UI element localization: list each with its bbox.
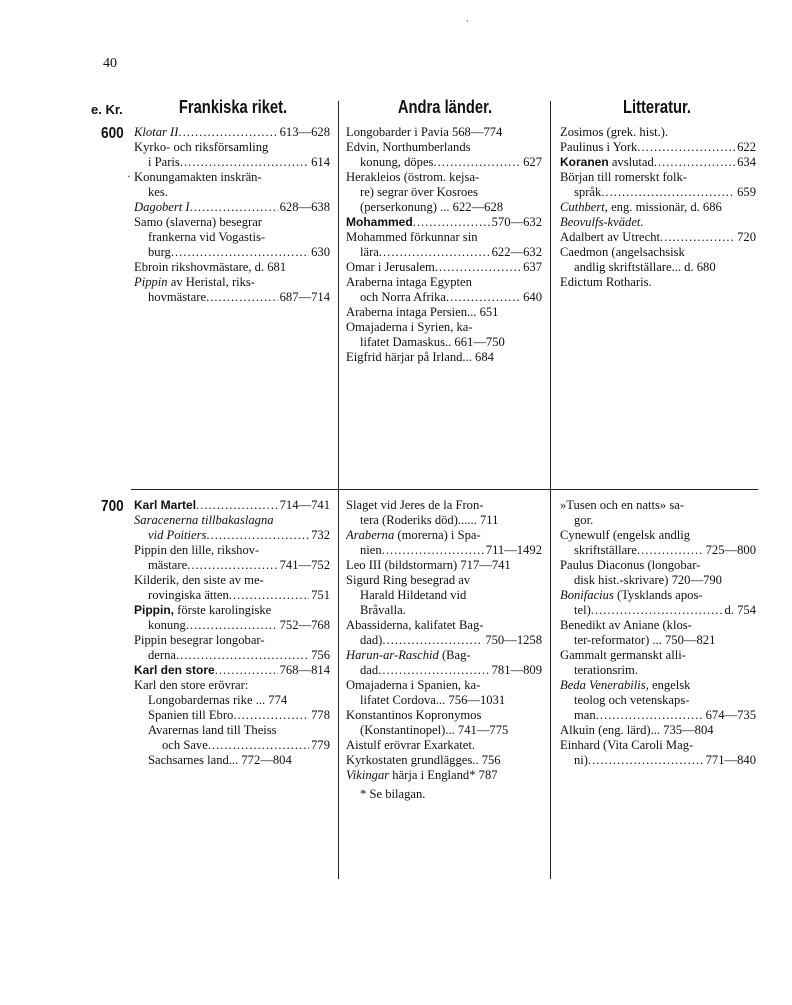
leader-dots	[190, 200, 278, 215]
entry-date: 637	[523, 260, 542, 274]
section-700-litteratur	[560, 498, 756, 768]
entry-line	[560, 170, 756, 185]
entry-text: Ebroin rikshovmästare, d. 681	[134, 260, 287, 274]
entry-text: Eigfrid härjar på Irland... 684	[346, 350, 494, 364]
entry-line	[346, 215, 542, 230]
entry-date: 622—632	[491, 245, 542, 259]
entry-line	[560, 185, 756, 200]
leader-dots	[654, 155, 735, 170]
entry-line	[134, 738, 330, 753]
entry-text: Araberna intaga Persien... 651	[346, 305, 499, 319]
entry-line	[346, 155, 542, 170]
leader-dots	[176, 648, 309, 663]
entry-date: 622	[737, 140, 756, 154]
entry-text: Herakleios (östrom. kejsa-	[346, 170, 480, 184]
entry-text: dad	[360, 663, 379, 677]
entry-text: Slaget vid Jeres de la Fron-	[346, 498, 484, 512]
entry-text: Bonifacius (Tysklands apos-	[560, 588, 703, 602]
entry-text: Omajaderna i Spanien, ka-	[346, 678, 481, 692]
entry-line	[134, 140, 330, 155]
entry-text: nien	[360, 543, 382, 557]
leader-dots	[206, 528, 309, 543]
column-divider-1	[338, 101, 339, 879]
entry-line	[346, 618, 542, 633]
entry-text: Leo III (bildstormarn) 717—741	[346, 558, 511, 572]
leader-dots	[591, 603, 723, 618]
column-title-andra: Andra länder.	[397, 97, 493, 117]
entry-line	[560, 498, 756, 513]
section-700-frankiska	[134, 498, 330, 768]
entry-text: Klotar II	[134, 125, 179, 139]
entry-line	[346, 200, 542, 215]
leader-dots	[601, 185, 735, 200]
entry-text: (perserkonung) ... 622—628	[360, 200, 504, 214]
era-700-label: 700	[101, 498, 124, 515]
entry-line	[134, 170, 330, 185]
entry-text: frankerna vid Vogastis-	[148, 230, 266, 244]
entry-line	[560, 603, 756, 618]
entry-text: Koranen avslutad	[560, 155, 654, 169]
leader-dots	[446, 290, 521, 305]
leader-dots	[435, 260, 521, 275]
entry-text: Bråvalla.	[360, 603, 406, 617]
entry-text: hovmästare	[148, 290, 207, 304]
column-title-frankiska: Frankiska riket.	[178, 97, 288, 117]
entry-text: mästare	[148, 558, 188, 572]
page-number: 40	[103, 56, 117, 71]
entry-line	[346, 335, 542, 350]
entry-text: i Paris	[148, 155, 180, 169]
entry-text: Harun-ar-Raschid (Bag-	[346, 648, 471, 662]
entry-date: 725—800	[705, 543, 756, 557]
entry-text: Början till romerskt folk-	[560, 170, 687, 184]
entry-text: lifatet Cordova... 756—1031	[360, 693, 506, 707]
entry-text: Edictum Rotharis.	[560, 275, 652, 289]
entry-text: Cynewulf (engelsk andlig	[560, 528, 691, 542]
entry-text: burg	[148, 245, 171, 259]
entry-line	[134, 633, 330, 648]
leader-dots	[229, 588, 309, 603]
entry-text: teolog och vetenskaps-	[574, 693, 690, 707]
entry-line	[346, 170, 542, 185]
entry-line	[346, 140, 542, 155]
entry-line	[560, 275, 756, 290]
entry-text: Karl den store erövrar:	[134, 678, 249, 692]
leader-dots	[382, 543, 484, 558]
entry-line	[346, 320, 542, 335]
entry-line	[560, 573, 756, 588]
entry-line	[346, 290, 542, 305]
entry-line	[134, 275, 330, 290]
entry-text: Pippin den lille, rikshov-	[134, 543, 260, 557]
entry-line	[134, 678, 330, 693]
entry-text: Omar i Jerusalem	[346, 260, 435, 274]
entry-date: 732	[311, 528, 330, 542]
entry-date: 751	[311, 588, 330, 602]
leader-dots	[233, 708, 309, 723]
entry-line	[346, 648, 542, 663]
entry-line	[346, 260, 542, 275]
entry-line	[560, 200, 756, 215]
entry-line	[560, 708, 756, 723]
entry-date: 714—741	[279, 498, 330, 512]
bullet-mark: ·	[127, 169, 131, 183]
entry-line	[560, 528, 756, 543]
entry-date: 674—735	[705, 708, 756, 722]
entry-date: 720	[737, 230, 756, 244]
entry-line	[560, 543, 756, 558]
entry-line	[346, 633, 542, 648]
entry-text: Karl Martel	[134, 498, 197, 512]
entry-date: 741—752	[279, 558, 330, 572]
entry-line	[560, 260, 756, 275]
entry-line	[346, 185, 542, 200]
entry-text: Alkuin (eng. lärd)... 735—804	[560, 723, 714, 737]
entry-date: 614	[311, 155, 330, 169]
leader-dots	[596, 708, 704, 723]
leader-dots	[178, 125, 277, 140]
entry-line	[346, 230, 542, 245]
entry-text: Pippin av Heristal, riks-	[134, 275, 256, 289]
entry-text: Zosimos (grek. hist.).	[560, 125, 669, 139]
section-700-andra	[346, 498, 542, 783]
entry-text: Adalbert av Utrecht	[560, 230, 661, 244]
leader-dots	[637, 543, 704, 558]
entry-text: och Save	[162, 738, 208, 752]
entry-line	[560, 230, 756, 245]
entry-line	[134, 573, 330, 588]
leader-dots	[413, 215, 490, 230]
entry-line	[560, 753, 756, 768]
entry-text: »Tusen och en natts» sa-	[560, 498, 685, 512]
entry-date: 627	[523, 155, 542, 169]
section-600-frankiska	[134, 125, 330, 305]
entry-line	[346, 723, 542, 738]
entry-line	[134, 588, 330, 603]
entry-line	[560, 125, 756, 140]
entry-line	[346, 603, 542, 618]
entry-text: (Konstantinopel)... 741—775	[360, 723, 509, 737]
entry-line	[134, 125, 330, 140]
entry-text: Pippin besegrar longobar-	[134, 633, 265, 647]
entry-line	[134, 723, 330, 738]
entry-line	[346, 678, 542, 693]
entry-line	[560, 693, 756, 708]
entry-line	[346, 275, 542, 290]
entry-line	[134, 245, 330, 260]
entry-line	[560, 140, 756, 155]
entry-text: Araberna intaga Egypten	[346, 275, 472, 289]
era-600-label: 600	[101, 125, 124, 142]
top-mark: ·	[466, 16, 469, 26]
entry-line	[346, 708, 542, 723]
entry-text: Edvin, Northumberlands	[346, 140, 471, 154]
entry-date: 659	[737, 185, 756, 199]
entry-text: Karl den store	[134, 663, 215, 677]
leader-dots	[637, 140, 735, 155]
entry-line	[560, 723, 756, 738]
entry-text: ter-reformator) ... 750—821	[574, 633, 716, 647]
entry-text: Kyrkostaten grundlägges.. 756	[346, 753, 501, 767]
entry-text: Benedikt av Aniane (klos-	[560, 618, 692, 632]
entry-line	[346, 768, 542, 783]
entry-text: Pippin, förste karolingiske	[134, 603, 272, 617]
entry-line	[560, 633, 756, 648]
entry-line	[134, 513, 330, 528]
entry-text: konung	[148, 618, 186, 632]
entry-line	[560, 155, 756, 170]
entry-line	[560, 513, 756, 528]
entry-line	[134, 260, 330, 275]
leader-dots	[196, 498, 278, 513]
entry-text: och Norra Afrika	[360, 290, 447, 304]
entry-line	[560, 738, 756, 753]
entry-line	[346, 558, 542, 573]
entry-date: 628—638	[279, 200, 330, 214]
leader-dots	[382, 633, 483, 648]
leader-dots	[171, 245, 309, 260]
entry-text: Aistulf erövrar Exarkatet.	[346, 738, 476, 752]
entry-text: Beovulfs-kvädet.	[560, 215, 644, 229]
leader-dots	[187, 558, 277, 573]
entry-text: Cuthbert, eng. missionär, d. 686	[560, 200, 722, 214]
entry-text: Saracenerna tillbakaslagna	[134, 513, 274, 527]
entry-line	[346, 125, 542, 140]
entry-line	[134, 663, 330, 678]
entry-line	[346, 588, 542, 603]
entry-line	[346, 663, 542, 678]
entry-text: tera (Roderiks död)...... 711	[360, 513, 499, 527]
entry-text: Mohammed	[346, 215, 413, 229]
entry-text: kes.	[148, 185, 168, 199]
entry-text: Longobarder i Pavia 568—774	[346, 125, 503, 139]
column-divider-2	[550, 101, 551, 879]
entry-line	[346, 573, 542, 588]
entry-text: konung, döpes	[360, 155, 434, 169]
entry-date: 634	[737, 155, 756, 169]
entry-line	[134, 753, 330, 768]
entry-text: Konungamakten inskrän-	[134, 170, 262, 184]
leader-dots	[208, 738, 309, 753]
entry-line	[346, 498, 542, 513]
entry-text: terationsrim.	[574, 663, 639, 677]
entry-text: lära	[360, 245, 379, 259]
entry-line	[134, 155, 330, 170]
entry-text: lifatet Damaskus.. 661—750	[360, 335, 505, 349]
entry-text: Araberna (morerna) i Spa-	[346, 528, 481, 542]
entry-text: Gammalt germanskt alli-	[560, 648, 686, 662]
entry-text: derna	[148, 648, 176, 662]
entry-text: Longobardernas rike ... 774	[148, 693, 288, 707]
leader-dots	[433, 155, 521, 170]
entry-text: Konstantinos Kopronymos	[346, 708, 482, 722]
entry-line	[560, 588, 756, 603]
entry-text: Kyrko- och riksförsamling	[134, 140, 269, 154]
entry-text: vid Poitiers	[148, 528, 207, 542]
entry-line	[560, 215, 756, 230]
entry-text: Kilderik, den siste av me-	[134, 573, 264, 587]
entry-date: 630	[311, 245, 330, 259]
entry-text: Mohammed förkunnar sin	[346, 230, 478, 244]
entry-line	[134, 498, 330, 513]
entry-text: andlig skriftställare... d. 680	[574, 260, 716, 274]
entry-line	[346, 513, 542, 528]
entry-line	[560, 618, 756, 633]
entry-date: 768—814	[279, 663, 330, 677]
entry-date: 779	[311, 738, 330, 752]
entry-line	[346, 753, 542, 768]
leader-dots	[588, 753, 704, 768]
entry-line	[346, 543, 542, 558]
entry-date: d. 754	[724, 603, 756, 617]
entry-date: 752—768	[279, 618, 330, 632]
leader-dots	[215, 663, 278, 678]
leader-dots	[378, 663, 489, 678]
entry-date: 570—632	[491, 215, 542, 229]
entry-text: man	[574, 708, 596, 722]
entry-line	[560, 663, 756, 678]
entry-line	[134, 543, 330, 558]
entry-line	[134, 558, 330, 573]
entry-line	[134, 708, 330, 723]
entry-text: Omajaderna i Syrien, ka-	[346, 320, 473, 334]
entry-date: 750—1258	[485, 633, 542, 647]
entry-line	[134, 603, 330, 618]
entry-line	[134, 648, 330, 663]
entry-line	[346, 693, 542, 708]
entry-text: rovingiska ätten	[148, 588, 229, 602]
entry-line	[134, 528, 330, 543]
entry-text: Avarernas land till Theiss	[148, 723, 277, 737]
entry-date: 778	[311, 708, 330, 722]
entry-line	[346, 528, 542, 543]
entry-line	[560, 678, 756, 693]
leader-dots	[186, 618, 278, 633]
entry-text: Sachsarnes land... 772—804	[148, 753, 292, 767]
entry-text: Einhard (Vita Caroli Mag-	[560, 738, 694, 752]
entry-text: Dagobert I	[134, 200, 190, 214]
entry-line	[560, 558, 756, 573]
entry-date: 613—628	[279, 125, 330, 139]
entry-date: 771—840	[705, 753, 756, 767]
entry-text: Vikingar härja i England* 787	[346, 768, 498, 782]
leader-dots	[660, 230, 735, 245]
entry-line	[346, 738, 542, 753]
entry-text: gor.	[574, 513, 594, 527]
section-divider	[131, 489, 758, 490]
section-600-litteratur	[560, 125, 756, 290]
entry-date: 711—1492	[485, 543, 542, 557]
entry-date: 640	[523, 290, 542, 304]
entry-line	[134, 290, 330, 305]
entry-line	[134, 230, 330, 245]
entry-line	[134, 618, 330, 633]
entry-line	[134, 185, 330, 200]
entry-text: Samo (slaverna) besegrar	[134, 215, 262, 229]
entry-text: disk hist.-skrivare) 720—790	[574, 573, 722, 587]
era-label: e. Kr.	[91, 102, 123, 117]
entry-line	[560, 245, 756, 260]
entry-line	[560, 648, 756, 663]
entry-line	[134, 693, 330, 708]
entry-date: 687—714	[279, 290, 330, 304]
entry-text: re) segrar över Kosroes	[360, 185, 478, 199]
entry-text: skriftställare	[574, 543, 637, 557]
entry-text: dad)	[360, 633, 383, 647]
entry-text: Sigurd Ring besegrad av	[346, 573, 471, 587]
entry-line	[134, 200, 330, 215]
entry-text: Harald Hildetand vid	[360, 588, 467, 602]
section-600-andra	[346, 125, 542, 365]
entry-text: Paulinus i York	[560, 140, 638, 154]
entry-text: Abassiderna, kalifatet Bag-	[346, 618, 484, 632]
entry-line	[346, 350, 542, 365]
leader-dots	[379, 245, 490, 260]
entry-text: Beda Venerabilis, engelsk	[560, 678, 691, 692]
entry-line	[134, 215, 330, 230]
entry-text: Spanien till Ebro	[148, 708, 234, 722]
footnote: * Se bilagan.	[360, 787, 426, 801]
entry-text: tel)	[574, 603, 591, 617]
entry-text: språk	[574, 185, 602, 199]
leader-dots	[180, 155, 309, 170]
column-title-litteratur: Litteratur.	[622, 97, 692, 117]
entry-text: ni)	[574, 753, 588, 767]
leader-dots	[206, 290, 278, 305]
entry-date: 756	[311, 648, 330, 662]
entry-text: Caedmon (angelsachsisk	[560, 245, 685, 259]
entry-line	[346, 305, 542, 320]
entry-line	[346, 245, 542, 260]
entry-text: Paulus Diaconus (longobar-	[560, 558, 701, 572]
entry-date: 781—809	[491, 663, 542, 677]
